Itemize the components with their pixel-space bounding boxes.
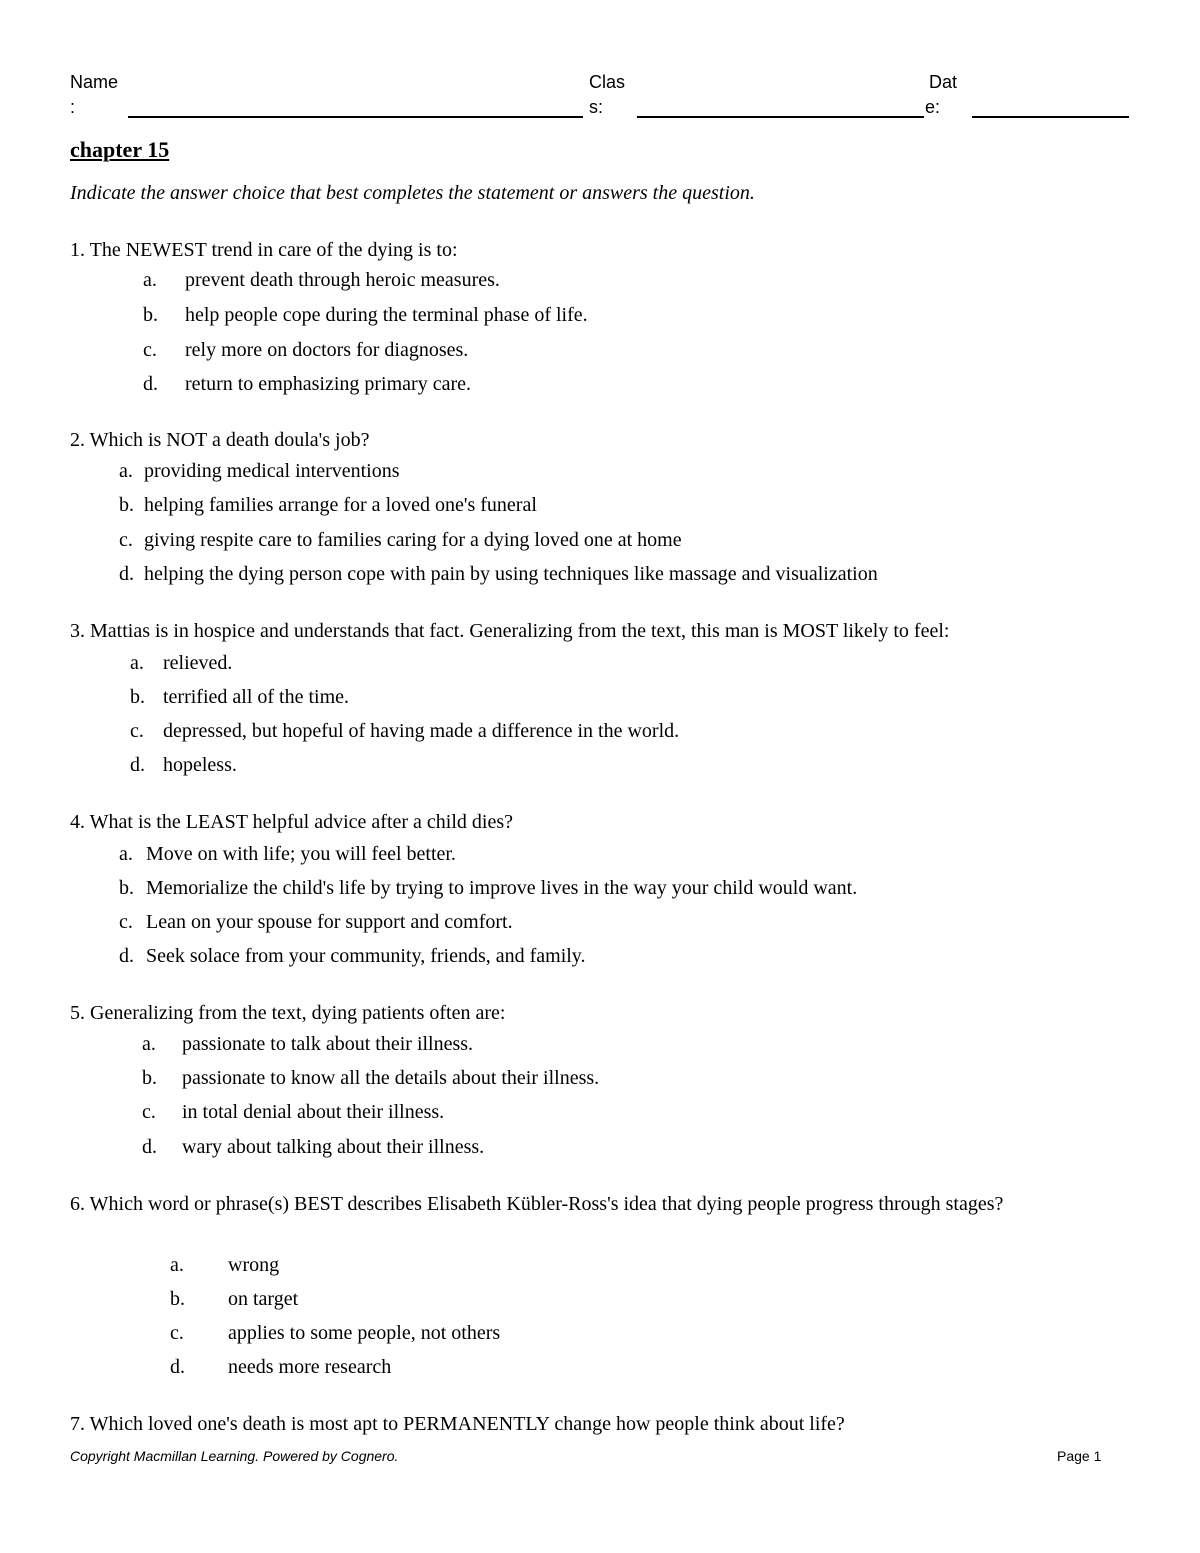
option-text: prevent death through heroic measures. [185, 269, 500, 291]
option-text: passionate to talk about their illness. [182, 1033, 474, 1055]
answer-option[interactable] [130, 719, 679, 743]
question-text: 5. Generalizing from the text, dying patients often are: [70, 1002, 506, 1024]
question-text: 4. What is the LEAST helpful advice after a child dies? [70, 811, 514, 833]
option-text: depressed, but hopeful of having made a difference in the world. [163, 720, 680, 742]
option-text: on target [228, 1288, 299, 1310]
answer-option[interactable] [119, 876, 857, 900]
option-letter: d. [170, 1356, 185, 1378]
option-letter: b. [143, 304, 158, 326]
answer-option[interactable] [119, 944, 586, 968]
answer-option[interactable] [119, 528, 682, 552]
name-label-colon: : [70, 97, 76, 117]
answer-option[interactable] [142, 1066, 599, 1090]
option-text: giving respite care to families caring for a dying loved one at home [144, 529, 682, 551]
class-blank-line[interactable] [637, 116, 924, 118]
option-letter: b. [119, 877, 134, 899]
option-letter: d. [119, 563, 134, 585]
option-letter: a. [170, 1254, 184, 1276]
option-text: helping families arrange for a loved one's funeral [144, 494, 537, 516]
option-letter: c. [170, 1322, 184, 1344]
question-text: 7. Which loved one's death is most apt to PERMANENTLY change how people think about life? [70, 1413, 845, 1435]
option-letter: d. [143, 373, 158, 395]
class-label: Clas [589, 72, 626, 92]
instructions: Indicate the answer choice that best completes the statement or answers the question. [70, 182, 755, 204]
option-letter: c. [142, 1101, 156, 1123]
date-label: Dat [929, 72, 958, 92]
option-text: wary about talking about their illness. [182, 1136, 485, 1158]
answer-option[interactable] [170, 1287, 298, 1311]
option-letter: b. [142, 1067, 157, 1089]
option-text: Memorialize the child's life by trying to improve lives in the way your child would want. [146, 877, 858, 899]
answer-option[interactable] [170, 1321, 500, 1345]
option-text: relieved. [163, 652, 233, 674]
option-letter: c. [119, 911, 133, 933]
option-letter: a. [143, 269, 157, 291]
answer-option[interactable] [143, 338, 468, 362]
option-text: Seek solace from your community, friends, and family. [146, 945, 586, 967]
copyright-footer: Copyright Macmillan Learning. Powered by Cognero. [70, 1448, 399, 1464]
answer-option[interactable] [143, 372, 471, 396]
option-text: rely more on doctors for diagnoses. [185, 339, 469, 361]
page-number: Page 1 [1057, 1448, 1102, 1464]
answer-option[interactable] [143, 268, 500, 292]
option-text: applies to some people, not others [228, 1322, 501, 1344]
answer-option[interactable] [142, 1100, 444, 1124]
option-text: providing medical interventions [144, 460, 400, 482]
option-text: help people cope during the terminal phase of life. [185, 304, 588, 326]
answer-option[interactable] [119, 842, 456, 866]
option-text: passionate to know all the details about their illness. [182, 1067, 600, 1089]
option-text: helping the dying person cope with pain by using techniques like massage and visualization [144, 563, 878, 585]
option-text: hopeless. [163, 754, 237, 776]
option-letter: d. [119, 945, 134, 967]
answer-option[interactable] [130, 685, 349, 709]
option-text: in total denial about their illness. [182, 1101, 445, 1123]
answer-option[interactable] [119, 459, 400, 483]
answer-option[interactable] [119, 562, 878, 586]
question-text: 3. Mattias is in hospice and understands that fact. Generalizing from the text, this man is MOST likely to feel: [70, 620, 950, 642]
option-text: Move on with life; you will feel better. [146, 843, 456, 865]
answer-option[interactable] [170, 1355, 391, 1379]
date-label-suffix: e: [925, 97, 941, 117]
option-letter: b. [170, 1288, 185, 1310]
answer-option[interactable] [130, 753, 237, 777]
option-letter: d. [130, 754, 145, 776]
answer-option[interactable] [119, 493, 537, 517]
answer-option[interactable] [170, 1253, 279, 1277]
option-text: Lean on your spouse for support and comfort. [146, 911, 513, 933]
answer-option[interactable] [119, 910, 513, 934]
option-text: wrong [228, 1254, 280, 1276]
option-letter: b. [119, 494, 134, 516]
option-letter: d. [142, 1136, 157, 1158]
option-letter: c. [130, 720, 144, 742]
option-letter: c. [143, 339, 157, 361]
option-letter: a. [142, 1033, 156, 1055]
option-text: terrified all of the time. [163, 686, 350, 708]
answer-option[interactable] [142, 1135, 484, 1159]
question-text: 2. Which is NOT a death doula's job? [70, 429, 370, 451]
question-text: 6. Which word or phrase(s) BEST describes Elisabeth Kübler-Ross's idea that dying people progress through stages? [70, 1193, 1004, 1215]
answer-option[interactable] [130, 651, 232, 675]
answer-option[interactable] [142, 1032, 473, 1056]
option-letter: a. [130, 652, 144, 674]
option-text: return to emphasizing primary care. [185, 373, 471, 395]
option-text: needs more research [228, 1356, 392, 1378]
name-blank-line[interactable] [128, 116, 583, 118]
date-blank-line[interactable] [972, 116, 1129, 118]
option-letter: b. [130, 686, 145, 708]
option-letter: a. [119, 460, 133, 482]
class-label-suffix: s: [589, 97, 604, 117]
name-label: Name [70, 72, 119, 92]
answer-option[interactable] [143, 303, 588, 327]
chapter-title: chapter 15 [70, 137, 170, 162]
option-letter: a. [119, 843, 133, 865]
question-text: 1. The NEWEST trend in care of the dying is to: [70, 239, 458, 261]
option-letter: c. [119, 529, 133, 551]
